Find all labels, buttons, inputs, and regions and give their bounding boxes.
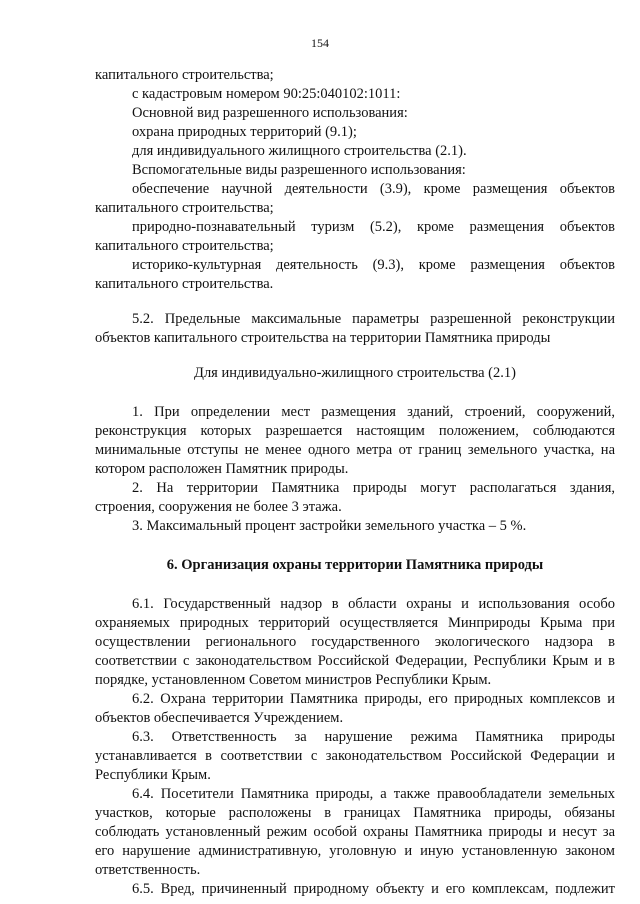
text-line: обеспечение научной деятельности (3.9), кроме размещения объектов <box>132 181 615 197</box>
text-line: капитального строительства. <box>95 276 274 292</box>
item-2-line: 2. На территории Памятника природы могут располагаться здания, <box>132 480 615 496</box>
clause-6-4-line: соблюдать установленный режим особой охраны Памятника природы и несут за <box>95 824 615 840</box>
document-body <box>95 66 615 899</box>
clause-6-1-line: соответствии с законодательством Российской Федерации, Республики Крым и в <box>95 653 615 669</box>
clause-6-4-line: его нарушение административную, уголовную и иную установленную законом <box>95 843 615 859</box>
item-2-line: строения, сооружения не более 3 этажа. <box>95 499 342 515</box>
clause-6-3-line: устанавливается в соответствии с законодательством Российской Федерации и <box>95 748 615 764</box>
clause-6-4-line: участков, которые расположены в границах Памятника природы, обязаны <box>95 805 615 821</box>
clause-6-5-line: 6.5. Вред, причиненный природному объекту и его комплексам, подлежит <box>132 881 615 897</box>
clause-6-3-line: Республики Крым. <box>95 767 211 783</box>
text-line: охрана природных территорий (9.1); <box>132 124 357 140</box>
section-5-2-line: 5.2. Предельные максимальные параметры разрешенной реконструкции <box>132 311 615 327</box>
clause-6-4-line: 6.4. Посетители Памятника природы, а также правообладатели земельных <box>132 786 615 802</box>
clause-6-1-line: порядке, установленном Советом министров Республики Крым. <box>95 672 492 688</box>
clause-6-1-line: охраняемых природных территорий осуществляется Минприроды Крыма при <box>95 615 615 631</box>
section-6-title: 6. Организация охраны территории Памятника природы <box>166 557 544 573</box>
text-line: природно-познавательный туризм (5.2), кроме размещения объектов <box>132 219 615 235</box>
subheading: Для индивидуально-жилищного строительства (2.1) <box>194 365 516 381</box>
page-number: 154 <box>311 36 329 50</box>
section-5-2-line: объектов капитального строительства на территории Памятника природы <box>95 330 551 346</box>
text-line: капитального строительства; <box>95 200 274 216</box>
clause-6-2-line: 6.2. Охрана территории Памятника природы, его природных комплексов и <box>132 691 615 707</box>
text-line: Вспомогательные виды разрешенного использования: <box>132 162 466 178</box>
item-1-line: минимальные отступы не менее одного метра от границ земельного участка, на <box>95 442 615 458</box>
item-1-line: реконструкция которых разрешается настоящим положением, соблюдаются <box>95 423 615 439</box>
text-line: для индивидуального жилищного строительства (2.1). <box>132 143 467 159</box>
text-line: с кадастровым номером 90:25:040102:1011: <box>132 86 401 102</box>
item-1-line: котором расположен Памятник природы. <box>95 461 349 477</box>
text-line: историко-культурная деятельность (9.3), кроме размещения объектов <box>132 257 615 273</box>
clause-6-2-line: объектов обеспечивается Учреждением. <box>95 710 344 726</box>
text-line: капитального строительства; <box>95 238 274 254</box>
clause-6-3-line: 6.3. Ответственность за нарушение режима Памятника природы <box>132 729 615 745</box>
item-1-line: 1. При определении мест размещения зданий, строений, сооружений, <box>132 404 615 420</box>
clause-6-4-line: ответственность. <box>95 862 201 878</box>
clause-6-1-line: 6.1. Государственный надзор в области охраны и использования особо <box>132 596 615 612</box>
text-line: Основной вид разрешенного использования: <box>132 105 408 121</box>
item-3-line: 3. Максимальный процент застройки земельного участка – 5 %. <box>132 518 527 534</box>
clause-6-1-line: осуществлении регионального государственного экологического надзора в <box>95 634 615 650</box>
text-line: капитального строительства; <box>95 67 274 83</box>
